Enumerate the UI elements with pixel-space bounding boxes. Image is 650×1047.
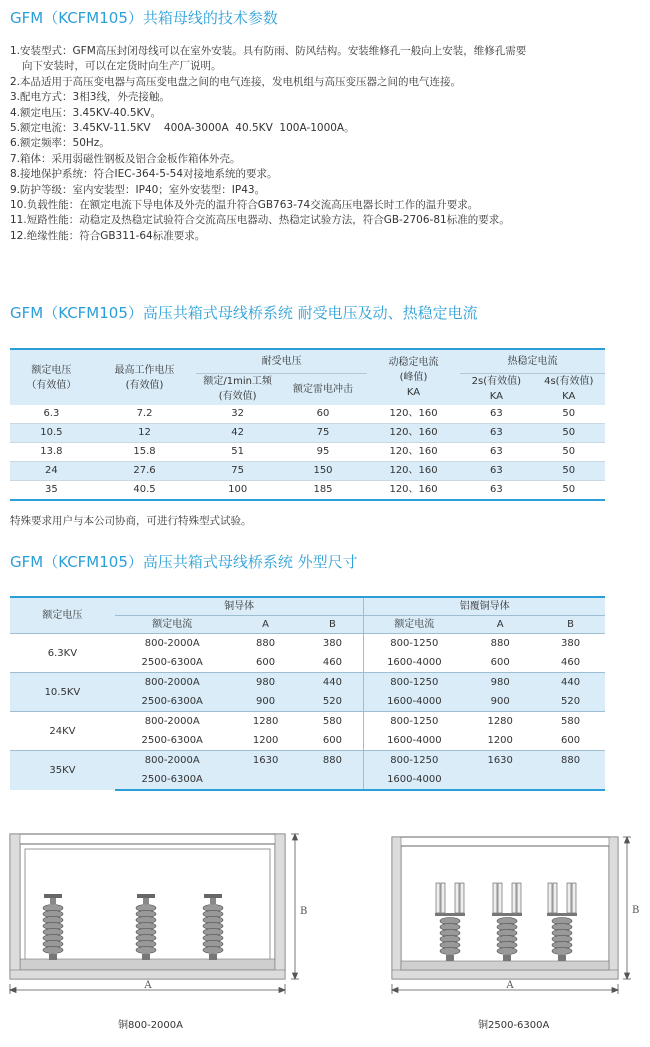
table-cell bbox=[230, 770, 302, 790]
header-thermal-4s-unit: KA bbox=[562, 391, 576, 403]
table-cell: 880 bbox=[230, 634, 302, 654]
table-cell: 600 bbox=[256, 657, 276, 668]
voltage-cell: 35KV bbox=[10, 751, 115, 791]
dimension-a-label: A bbox=[506, 980, 514, 991]
voltage-cell: 6.3KV bbox=[10, 634, 115, 673]
spec-item: 8.接地保护系统：符合IEC-364-5-54对接地系统的要求。 bbox=[10, 168, 278, 181]
table-cell: 95 bbox=[279, 443, 367, 462]
table-cell bbox=[302, 770, 364, 790]
table-cell: 580 bbox=[302, 712, 364, 732]
table-cell: 800-2000A bbox=[115, 673, 230, 693]
table-cell: 60 bbox=[279, 405, 367, 424]
table-cell: 27.6 bbox=[93, 462, 196, 481]
header-thermal-2s-unit: KA bbox=[489, 391, 503, 403]
table-cell: 980 bbox=[464, 673, 536, 693]
table-cell: 380 bbox=[302, 634, 364, 654]
table-row bbox=[10, 424, 605, 443]
table-cell: 440 bbox=[302, 673, 364, 693]
withstand-table bbox=[10, 348, 605, 501]
bar-insulator-3 bbox=[547, 883, 577, 961]
table-cell: 32 bbox=[196, 405, 279, 424]
header-rated-voltage: 额定电压 bbox=[10, 597, 115, 634]
header-b: B bbox=[302, 616, 364, 634]
header-rated-voltage-sub: （有效值） bbox=[26, 379, 77, 391]
table-cell: 6.3 bbox=[10, 405, 93, 424]
table-cell: 1600-4000 bbox=[364, 770, 464, 790]
header-dynamic: 动稳定电流 bbox=[388, 357, 439, 368]
table-cell: 2500-6300A bbox=[141, 735, 203, 746]
special-note: 特殊要求用户与本公司协商，可进行特殊型式试验。 bbox=[10, 515, 252, 527]
dimension-b-label: B bbox=[300, 906, 308, 917]
table-cell: 63 bbox=[460, 443, 532, 462]
header-dynamic-unit: KA bbox=[406, 387, 421, 398]
table-cell: 1280 bbox=[230, 712, 302, 732]
table-cell bbox=[464, 770, 536, 790]
spec-item: 1.安装型式：GFM高压封闭母线可以在室外安装。具有防雨、防风结构。安装维修孔一般向上安装，维修孔需要 bbox=[10, 45, 527, 57]
header-max-voltage: 最高工作电压 bbox=[114, 364, 175, 376]
table-cell: 880 bbox=[302, 751, 364, 771]
table-cell: 51 bbox=[196, 443, 279, 462]
table-cell: 520 bbox=[302, 692, 364, 712]
table-cell: 63 bbox=[460, 481, 532, 501]
table-cell: 50 bbox=[533, 462, 605, 481]
table-cell: 35 bbox=[10, 481, 93, 501]
busbar-diagram-right bbox=[390, 835, 642, 1007]
header-withstand-freq-sub: (有效值) bbox=[218, 391, 257, 403]
table-cell: 42 bbox=[196, 424, 279, 443]
table-cell: 2500-6300A bbox=[115, 692, 230, 712]
section1-title: GFM（KCFM105）共箱母线的技术参数 bbox=[10, 9, 278, 27]
bar-insulator-2 bbox=[492, 883, 522, 961]
dimension-table bbox=[10, 596, 605, 791]
table-cell: 440 bbox=[536, 673, 605, 693]
header-current: 额定电流 bbox=[115, 616, 230, 634]
header-withstand: 耐受电压 bbox=[196, 349, 367, 373]
header-current: 额定电流 bbox=[364, 616, 464, 634]
spec-item: 2.本品适用于高压变电器与高压变电盘之间的电气连接，发电机组与高压变压器之间的电气连接。 bbox=[10, 75, 462, 88]
bar-insulator-1 bbox=[435, 883, 465, 961]
header-a: A bbox=[464, 616, 536, 634]
table-cell: 1200 bbox=[252, 735, 279, 746]
table-cell: 1280 bbox=[464, 712, 536, 732]
table-cell: 1600-4000 bbox=[364, 731, 464, 751]
table-cell: 75 bbox=[279, 424, 367, 443]
table-cell: 900 bbox=[230, 692, 302, 712]
spec-item: 11.短路性能：动稳定及热稳定试验符合交流高压电器动、热稳定试验方法，符合GB-2706-81标准的要求。 bbox=[10, 214, 510, 227]
table-cell: 120、160 bbox=[367, 481, 460, 501]
table-cell: 50 bbox=[533, 443, 605, 462]
table-cell: 1600-4000 bbox=[364, 692, 464, 712]
table-cell: 800-1250 bbox=[364, 634, 464, 654]
header-thermal: 热稳定电流 bbox=[460, 349, 605, 373]
table-cell: 800-2000A bbox=[115, 751, 230, 771]
table-row bbox=[10, 462, 605, 481]
table-cell: 185 bbox=[279, 481, 367, 501]
table-cell: 40.5 bbox=[93, 481, 196, 501]
header-rated-voltage: 额定电压 bbox=[31, 364, 72, 376]
table-cell: 120、160 bbox=[367, 405, 460, 424]
header-max-voltage-sub: (有效值) bbox=[125, 379, 164, 391]
section3-title: GFM（KCFM105）高压共箱式母线桥系统 外型尺寸 bbox=[10, 553, 358, 571]
table-cell: 800-1250 bbox=[364, 751, 464, 771]
voltage-cell: 10.5KV bbox=[10, 673, 115, 712]
table-cell: 13.8 bbox=[10, 443, 93, 462]
post-insulator-1 bbox=[43, 894, 63, 960]
dimension-b-label: B bbox=[632, 905, 640, 916]
header-b: B bbox=[536, 616, 605, 634]
table-cell: 120、160 bbox=[367, 424, 460, 443]
table-cell: 24 bbox=[10, 462, 93, 481]
spec-item: 12.绝缘性能：符合GB311-64标准要求。 bbox=[10, 229, 206, 242]
spec-item: 4.额定电压：3.45KV-40.5KV。 bbox=[10, 106, 162, 119]
busbar-diagram-left bbox=[8, 832, 308, 1008]
table-cell: 600 bbox=[322, 735, 342, 746]
table-cell: 800-1250 bbox=[364, 673, 464, 693]
table-cell: 380 bbox=[536, 634, 605, 654]
spec-list bbox=[10, 44, 635, 244]
header-thermal-4s: 4s(有效值) bbox=[544, 376, 594, 388]
table-cell: 2500-6300A bbox=[115, 770, 230, 790]
table-cell: 980 bbox=[230, 673, 302, 693]
table-cell: 520 bbox=[536, 692, 605, 712]
table-cell: 460 bbox=[322, 657, 342, 668]
table-cell: 800-2000A bbox=[115, 634, 230, 654]
table-row bbox=[10, 751, 605, 771]
table-cell: 63 bbox=[460, 405, 532, 424]
table-cell: 460 bbox=[561, 657, 581, 668]
header-dynamic-sub: (峰值) bbox=[399, 372, 428, 383]
table-row bbox=[10, 443, 605, 462]
voltage-cell: 24KV bbox=[10, 712, 115, 751]
table-cell: 1630 bbox=[230, 751, 302, 771]
header-aluminum: 铝覆铜导体 bbox=[364, 597, 605, 616]
table-cell: 600 bbox=[561, 735, 581, 746]
table-row bbox=[10, 712, 605, 732]
header-withstand-impulse: 额定雷电冲击 bbox=[279, 373, 367, 405]
spec-item: 9.防护等级：室内安装型：IP40；室外安装型：IP43。 bbox=[10, 183, 266, 196]
header-thermal-2s: 2s(有效值) bbox=[471, 376, 521, 388]
table-cell: 15.8 bbox=[93, 443, 196, 462]
header-withstand-freq: 额定/1min工频 bbox=[203, 376, 272, 388]
spec-item: 3.配电方式：3相3线，外壳接触。 bbox=[10, 91, 170, 104]
table-cell: 900 bbox=[464, 692, 536, 712]
post-insulator-3 bbox=[203, 894, 223, 960]
table-cell: 800-2000A bbox=[115, 712, 230, 732]
table-row bbox=[10, 481, 605, 501]
header-a: A bbox=[230, 616, 302, 634]
section2-title: GFM（KCFM105）高压共箱式母线桥系统 耐受电压及动、热稳定电流 bbox=[10, 304, 478, 322]
table-cell: 880 bbox=[536, 751, 605, 771]
table-cell: 50 bbox=[533, 481, 605, 501]
table-cell: 75 bbox=[196, 462, 279, 481]
spec-item: 5.额定电流：3.45KV-11.5KV 400A-3000A 40.5KV 100A-1000A。 bbox=[10, 122, 355, 135]
table-row bbox=[10, 405, 605, 424]
table-cell: 580 bbox=[536, 712, 605, 732]
table-cell: 50 bbox=[533, 424, 605, 443]
table-cell: 1600-4000 bbox=[364, 653, 464, 673]
header-copper: 铜导体 bbox=[115, 597, 364, 616]
table-row bbox=[10, 634, 605, 654]
table-cell: 120、160 bbox=[367, 443, 460, 462]
table-cell: 1200 bbox=[487, 735, 513, 746]
table-cell bbox=[536, 770, 605, 790]
spec-item: 向下安装时，可以在定货时向生产厂说明。 bbox=[22, 60, 222, 73]
table-cell: 880 bbox=[464, 634, 536, 654]
table-cell: 63 bbox=[460, 424, 532, 443]
table-cell: 100 bbox=[196, 481, 279, 501]
table-cell: 12 bbox=[93, 424, 196, 443]
table-cell: 10.5 bbox=[10, 424, 93, 443]
table-cell: 120、160 bbox=[367, 462, 460, 481]
dimension-a-label: A bbox=[144, 980, 152, 991]
table-row bbox=[10, 673, 605, 693]
spec-item: 10.负载性能：在额定电流下导电体及外壳的温升符合GB763-74交流高压电器长时工作的温升要求。 bbox=[10, 199, 479, 212]
left-diagram-caption: 铜800-2000A bbox=[118, 1020, 183, 1031]
table-cell: 600 bbox=[490, 657, 510, 668]
table-cell: 150 bbox=[279, 462, 367, 481]
table-cell: 1630 bbox=[464, 751, 536, 771]
table-cell: 63 bbox=[460, 462, 532, 481]
table-cell: 7.2 bbox=[93, 405, 196, 424]
spec-item: 6.额定频率：50Hz。 bbox=[10, 137, 110, 150]
right-diagram-caption: 铜2500-6300A bbox=[478, 1020, 550, 1031]
table-cell: 50 bbox=[533, 405, 605, 424]
table-cell: 800-1250 bbox=[364, 712, 464, 732]
post-insulator-2 bbox=[136, 894, 156, 960]
table-cell: 2500-6300A bbox=[141, 657, 203, 668]
spec-item: 7.箱体：采用弱磁性钢板及铝合金板作箱体外壳。 bbox=[10, 152, 241, 165]
